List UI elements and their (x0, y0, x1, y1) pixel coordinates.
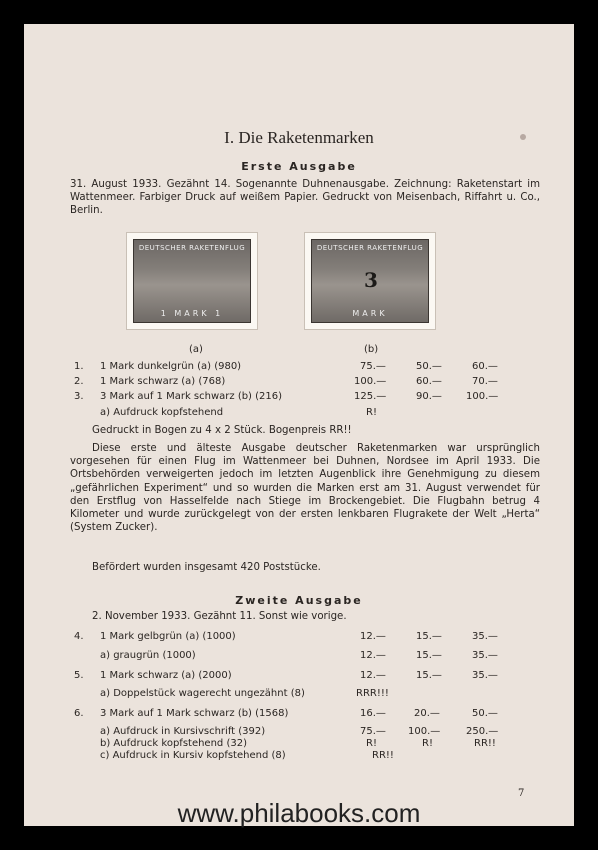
price-col-3: 35.— (472, 650, 498, 661)
price-col-3: RR!! (474, 738, 496, 749)
row-description: 1 Mark gelbgrün (a) (1000) (100, 631, 236, 642)
stamp-b-bottom-text: MARK (352, 309, 388, 318)
row-description: a) Aufdruck kopfstehend (100, 407, 224, 418)
row-description: c) Aufdruck in Kursiv kopfstehend (8) (100, 750, 286, 761)
stamp-b-overprint: 3 (364, 268, 378, 292)
page-title: I. Die Raketenmarken (224, 128, 374, 147)
price-col-1: RR!! (372, 750, 394, 761)
intro-erste: 31. August 1933. Gezähnt 14. Sogenannte Duhnenausgabe. Zeichnung: Raketenstart im Wattenmeer. Farbiger Druck auf weißem Papier. Gedruckt von Meisenbach, Riffahrt u. Co., Berlin. (70, 179, 540, 217)
price-col-3: 100.— (466, 391, 499, 402)
row-description: b) Aufdruck kopfstehend (32) (100, 738, 247, 749)
price-col-2: 90.— (416, 391, 442, 402)
row-description: 1 Mark schwarz (a) (2000) (100, 670, 232, 681)
stamp-a-caption: (a) (189, 344, 203, 355)
row-description: a) Aufdruck in Kursivschrift (392) (100, 726, 266, 737)
price-col-2: 15.— (416, 650, 442, 661)
stamp-a-top-text: DEUTSCHER RAKETENFLUG (138, 244, 246, 252)
price-col-1: 16.— (360, 708, 386, 719)
table-row (24, 407, 574, 419)
page-number: 7 (518, 788, 525, 799)
table-row (24, 376, 574, 388)
price-col-3: 50.— (472, 708, 498, 719)
stamp-a-bottom-text: 1 MARK 1 (160, 309, 224, 318)
history-paragraph: Diese erste und älteste Ausgabe deutscher Raketenmarken war ursprünglich vorgesehen für einen Flug im Wattenmeer bei Duhnen, Nordsee im April 1933. Die Ortsbehörden verweigerten jedoch im letzten Augenblick ihre Genehmigung zu diesem „gefährlichen Experiment“ und so wurden die Marken erst am 31. August verwendet für den Erstflug von Hasselfelde nach Stiege im Brockengebiet. Die Flugbahn betrug 4 Kilometer und wurde zurückgelegt von der ersten lenkbaren Flugrakete der Welt „Herta“ (System Zucker). (70, 443, 540, 534)
row-description: 1 Mark schwarz (a) (768) (100, 376, 226, 387)
price-col-1: 12.— (360, 631, 386, 642)
row-number: 5. (74, 670, 84, 681)
row-description: 3 Mark auf 1 Mark schwarz (b) (1568) (100, 708, 289, 719)
price-col-1: 75.— (360, 361, 386, 372)
price-col-1: R! (366, 738, 377, 749)
price-col-2: 15.— (416, 631, 442, 642)
price-col-3: 60.— (472, 361, 498, 372)
price-col-1: R! (366, 407, 377, 418)
price-col-3: 70.— (472, 376, 498, 387)
price-col-2: 15.— (416, 670, 442, 681)
section-heading-zweite: Zweite Ausgabe (235, 594, 363, 607)
row-number: 2. (74, 376, 84, 387)
footer-url[interactable]: www.philabooks.com (177, 798, 421, 828)
table-row (24, 708, 574, 720)
price-col-3: 250.— (466, 726, 499, 737)
stamp-image-b (304, 232, 436, 330)
price-col-2: 60.— (416, 376, 442, 387)
price-col-1: 75.— (360, 726, 386, 737)
table-row (24, 688, 574, 700)
price-col-1: 12.— (360, 650, 386, 661)
price-col-2: 20.— (414, 708, 440, 719)
table-row (24, 650, 574, 662)
row-description: 3 Mark auf 1 Mark schwarz (b) (216) (100, 391, 283, 402)
row-number: 4. (74, 631, 84, 642)
catalog-page (24, 24, 574, 826)
price-col-2: R! (422, 738, 433, 749)
row-number: 3. (74, 391, 84, 402)
table-row (24, 726, 574, 738)
price-col-1: 100.— (354, 376, 387, 387)
price-col-3: 35.— (472, 631, 498, 642)
intro-zweite: 2. November 1933. Gezähnt 11. Sonst wie vorige. (92, 611, 347, 622)
table-row (24, 631, 574, 643)
stamp-image-a (126, 232, 258, 330)
row-number: 6. (74, 708, 84, 719)
price-col-1: RRR!!! (356, 688, 389, 699)
row-description: a) Doppelstück wagerecht ungezähnt (8) (100, 688, 305, 699)
price-col-1: 125.— (354, 391, 387, 402)
row-description: a) graugrün (1000) (100, 650, 196, 661)
stamp-b-caption: (b) (364, 344, 379, 355)
row-description: 1 Mark dunkelgrün (a) (980) (100, 361, 242, 372)
table-row (24, 738, 574, 750)
stamp-b-top-text: DEUTSCHER RAKETENFLUG (316, 244, 424, 252)
section-heading-erste: Erste Ausgabe (241, 160, 357, 173)
price-col-3: 35.— (472, 670, 498, 681)
bogen-note: Gedruckt in Bogen zu 4 x 2 Stück. Bogenpreis RR!! (92, 425, 352, 436)
row-number: 1. (74, 361, 84, 372)
price-col-2: 100.— (408, 726, 441, 737)
table-row (24, 391, 574, 403)
price-col-1: 12.— (360, 670, 386, 681)
table-row (24, 750, 574, 762)
price-col-2: 50.— (416, 361, 442, 372)
table-row (24, 670, 574, 682)
table-row (24, 361, 574, 373)
shipment-note: Befördert wurden insgesamt 420 Poststücke. (92, 562, 321, 573)
